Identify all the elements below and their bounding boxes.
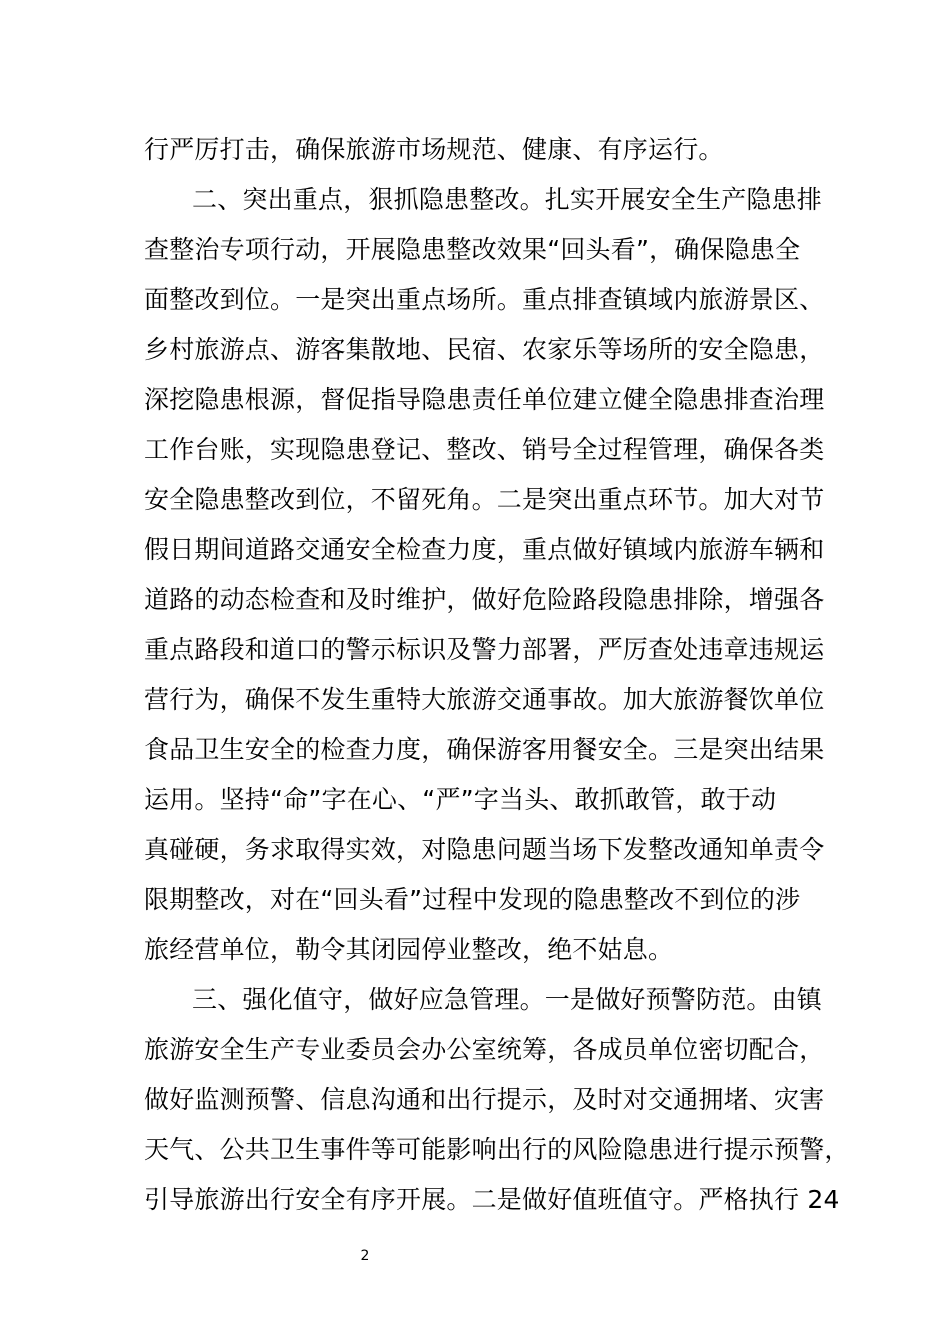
text-line: 道路的动态检查和及时维护，做好危险路段隐患排除，增强各 — [144, 585, 825, 614]
paragraph-start-line: 二、突出重点，狠抓隐患整改。扎实开展安全生产隐患排 — [192, 185, 823, 214]
text-line: 营行为，确保不发生重特大旅游交通事故。加大旅游餐饮单位 — [144, 685, 825, 714]
text-line: 旅游安全生产专业委员会办公室统筹，各成员单位密切配合， — [144, 1035, 825, 1064]
text-line: 乡村旅游点、游客集散地、民宿、农家乐等场所的安全隐患， — [144, 335, 825, 364]
text-line: 食品卫生安全的检查力度，确保游客用餐安全。三是突出结果 — [144, 735, 825, 764]
text-line: 工作台账，实现隐患登记、整改、销号全过程管理，确保各类 — [144, 435, 825, 464]
text-line: 限期整改，对在“回头看”过程中发现的隐患整改不到位的涉 — [144, 885, 801, 914]
text-line: 安全隐患整改到位，不留死角。二是突出重点环节。加大对节 — [144, 485, 825, 514]
text-line: 假日期间道路交通安全检查力度，重点做好镇域内旅游车辆和 — [144, 535, 825, 564]
text-line: 行严厉打击，确保旅游市场规范、健康、有序运行。 — [144, 135, 724, 164]
text-line: 运用。坚持“命”字在心、“严”字当头、敢抓敢管，敢于动 — [144, 785, 777, 814]
text-line: 引导旅游出行安全有序开展。二是做好值班值守。严格执行 24 — [144, 1185, 840, 1214]
text-line: 真碰硬，务求取得实效，对隐患问题当场下发整改通知单责令 — [144, 835, 825, 864]
page-number: 2 — [360, 1248, 370, 1264]
text-line: 面整改到位。一是突出重点场所。重点排查镇域内旅游景区、 — [144, 285, 825, 314]
text-line: 做好监测预警、信息沟通和出行提示，及时对交通拥堵、灾害 — [144, 1085, 825, 1114]
paragraph-start-line: 三、强化值守，做好应急管理。一是做好预警防范。由镇 — [192, 985, 823, 1014]
text-line: 深挖隐患根源，督促指导隐患责任单位建立健全隐患排查治理 — [144, 385, 825, 414]
text-line: 查整治专项行动，开展隐患整改效果“回头看”，确保隐患全 — [144, 235, 801, 264]
text-line: 天气、公共卫生事件等可能影响出行的风险隐患进行提示预警， — [144, 1135, 850, 1164]
text-line: 重点路段和道口的警示标识及警力部署，严厉查处违章违规运 — [144, 635, 825, 664]
text-line: 旅经营单位，勒令其闭园停业整改，绝不姑息。 — [144, 935, 674, 964]
